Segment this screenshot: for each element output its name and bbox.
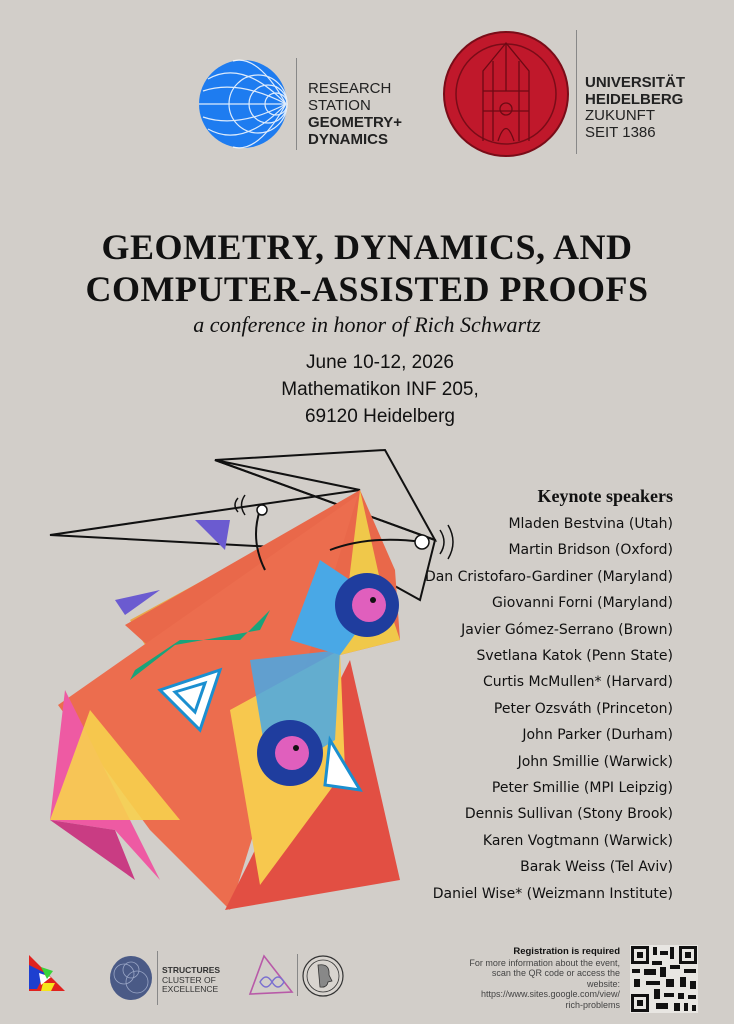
event-date: June 10-12, 2026 [306, 352, 454, 373]
speaker: Mladen Bestvina (Utah) [508, 516, 673, 532]
subtitle: a conference in honor of Rich Schwartz [193, 312, 541, 337]
speaker: Daniel Wise* (Weizmann Institute) [432, 885, 673, 902]
research-station-text: RESEARCH STATION GEOMETRY+ DYNAMICS [308, 80, 403, 148]
speaker: Peter Smillie (MPI Leipzig) [491, 780, 673, 797]
speaker: Curtis McMullen* (Harvard) [482, 674, 673, 691]
speaker: Dan Cristofaro-Gardiner (Maryland) [424, 568, 673, 585]
speaker: John Smillie (Warwick) [517, 753, 673, 770]
website-link[interactable]: https://www.sites.google.com/view/ [480, 989, 620, 999]
structures-logo-icon [109, 956, 153, 1000]
speaker: Peter Ozsváth (Princeton) [493, 700, 673, 717]
speaker: Giovanni Forni (Maryland) [492, 595, 673, 612]
event-venue: Mathematikon INF 205, [281, 379, 479, 400]
heidelberg-text: UNIVERSITÄT HEIDELBERG ZUKUNFT SEIT 1386 [585, 74, 686, 141]
speaker: Javier Gómez-Serrano (Brown) [461, 621, 673, 638]
registration-info: Registration is required For more information about the event, scan the QR code or access the website: https://www.sites.google.com/view/ rich-problems [469, 946, 620, 1010]
speaker: John Parker (Durham) [522, 727, 673, 744]
speaker: Svetlana Katok (Penn State) [476, 648, 673, 665]
max-planck-logo-icon [302, 955, 344, 997]
sfb-triangle-logo-icon [27, 953, 67, 993]
keynote-speakers [425, 486, 673, 907]
speaker: Martin Bridson (Oxford) [508, 542, 673, 559]
title-line-2: COMPUTER-ASSISTED PROOFS [85, 269, 649, 309]
geometric-face-artwork [40, 440, 470, 920]
qr-code-icon[interactable] [630, 945, 698, 1013]
speaker: Dennis Sullivan (Stony Brook) [464, 806, 673, 823]
heidelberg-seal-icon [443, 31, 569, 157]
research-station-logo-icon [198, 59, 288, 149]
speaker: Barak Weiss (Tel Aviv) [520, 859, 673, 876]
keynote-heading: Keynote speakers [537, 486, 673, 506]
event-city: 69120 Heidelberg [304, 406, 455, 427]
speaker: Karen Vogtmann (Warwick) [482, 832, 673, 849]
structures-text: STRUCTURES CLUSTER OF EXCELLENCE [162, 965, 221, 994]
title-line-1: GEOMETRY, DYNAMICS, AND [101, 227, 633, 267]
triangle-infinity-logo-icon [248, 954, 294, 998]
